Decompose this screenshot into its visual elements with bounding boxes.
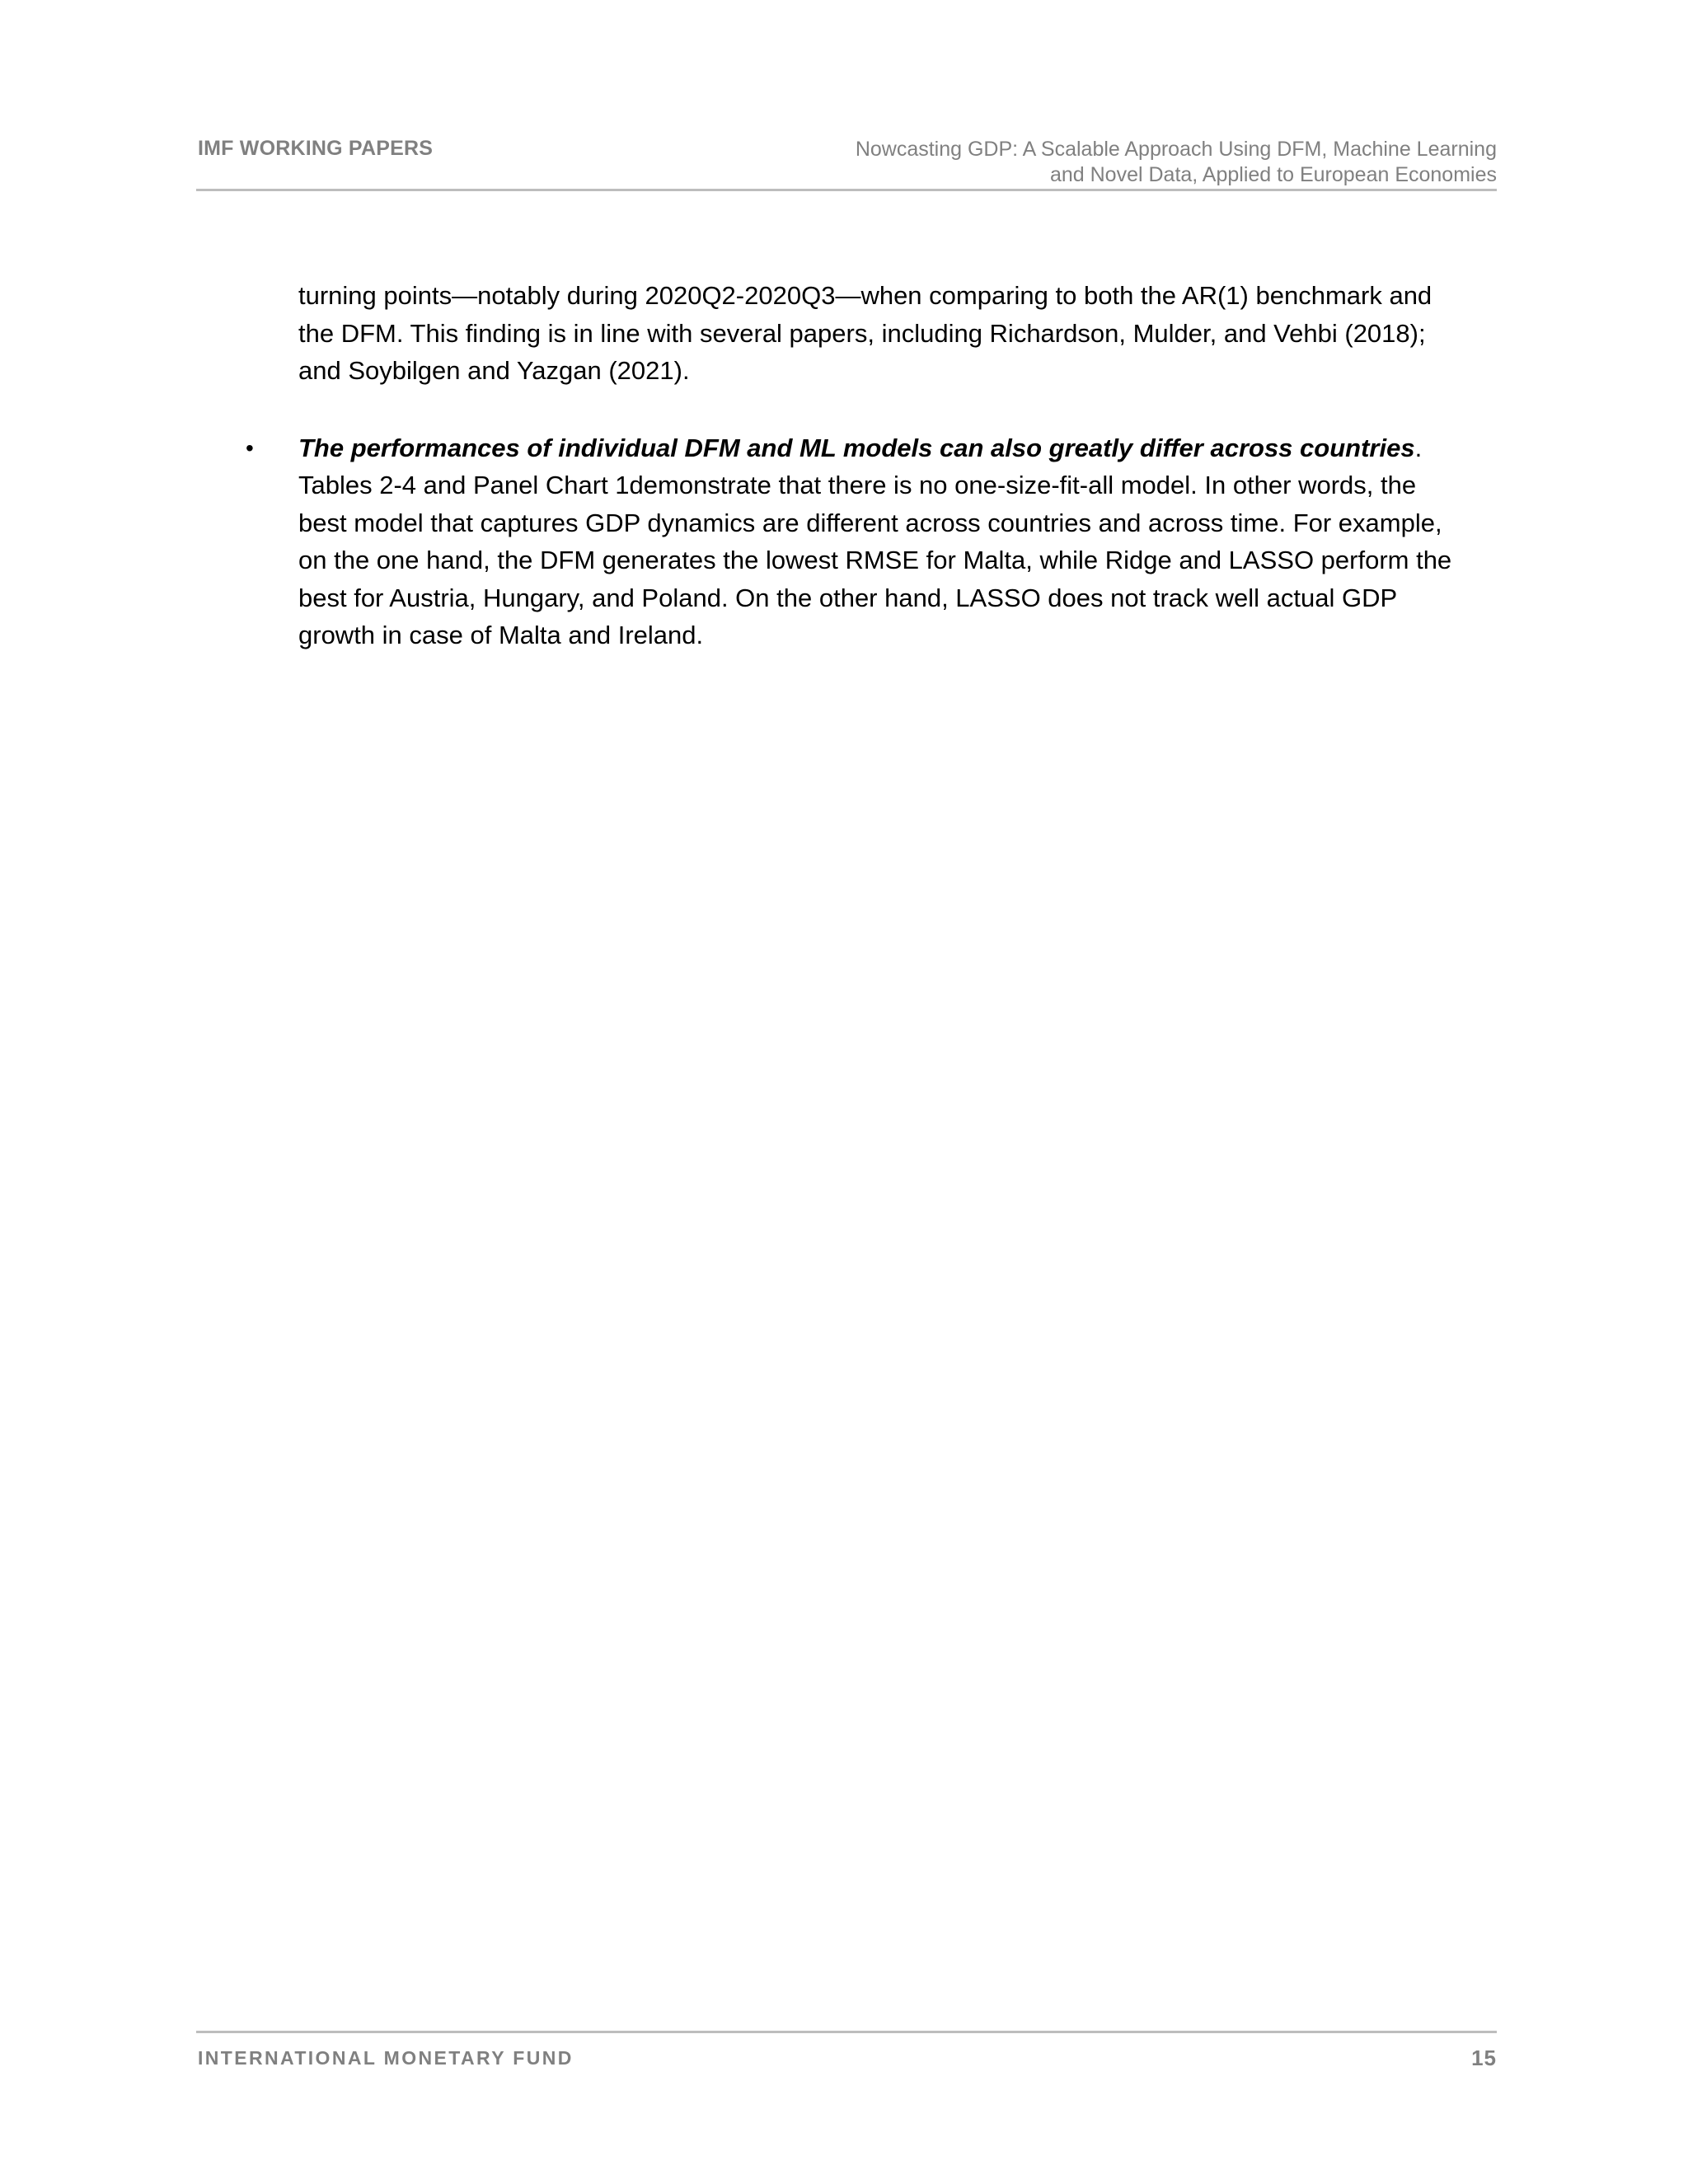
- running-title-line-1: Nowcasting GDP: A Scalable Approach Using DFM, Machine Learning: [855, 138, 1497, 161]
- text-line: growth in case of Malta and Ireland.: [298, 621, 704, 649]
- continuation-paragraph: [298, 277, 1502, 390]
- bullet-lead-period: .: [1414, 433, 1423, 462]
- page-number: 15: [1471, 2046, 1497, 2070]
- text-line: Tables 2-4 and Panel Chart 1demonstrate that there is no one-size-fit-all model. In other words, the: [298, 471, 1417, 499]
- text-line: best for Austria, Hungary, and Poland. On the other hand, LASSO does not track well actual GDP: [298, 583, 1398, 612]
- footer-organization: INTERNATIONAL MONETARY FUND: [198, 2047, 574, 2069]
- main-content: [246, 277, 1502, 654]
- footer-divider: [196, 2031, 1497, 2033]
- bullet-lead-line: [298, 429, 1502, 467]
- header-divider: [196, 189, 1497, 191]
- running-title-line-2: and Novel Data, Applied to European Economies: [1049, 163, 1497, 186]
- text-line: and Soybilgen and Yazgan (2021).: [298, 356, 690, 385]
- series-name: IMF WORKING PAPERS: [198, 137, 434, 160]
- text-line: the DFM. This finding is in line with several papers, including Richardson, Mulder, and Vehbi (2018);: [298, 318, 1426, 348]
- bullet-item: [246, 429, 1502, 654]
- text-line: best model that captures GDP dynamics are different across countries and across time. For example,: [298, 508, 1442, 537]
- bullet-lead-text: The performances of individual DFM and ML models can also greatly differ across countries: [298, 433, 1415, 462]
- bullet-dot-icon: •: [246, 434, 254, 461]
- text-line: on the one hand, the DFM generates the lowest RMSE for Malta, while Ridge and LASSO perform the: [298, 546, 1452, 574]
- running-title: [673, 137, 1497, 188]
- text-line: turning points—notably during 2020Q2-2020Q3—when comparing to both the AR(1) benchmark and: [298, 281, 1432, 310]
